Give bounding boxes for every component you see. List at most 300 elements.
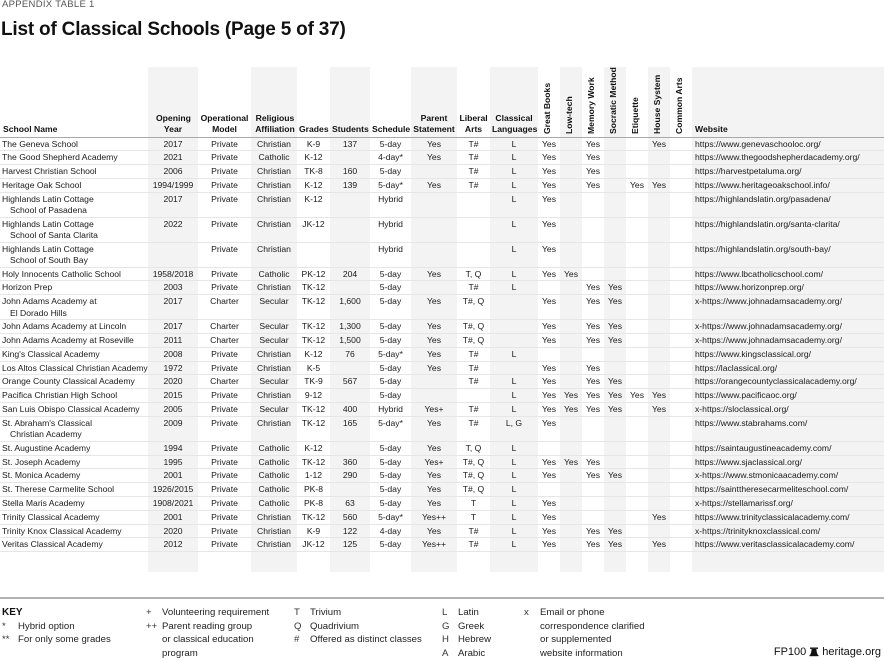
etiquette-cell xyxy=(626,524,648,538)
key-description: Trivium xyxy=(310,607,342,618)
etiquette-cell xyxy=(626,165,648,179)
table-row xyxy=(0,347,884,361)
liberal-arts-cell: T# xyxy=(457,524,490,538)
opening-year-cell: 2001 xyxy=(148,510,198,524)
col-great-books: Great Books xyxy=(538,67,560,137)
common-arts-cell xyxy=(670,389,692,403)
grades-cell: 1-12 xyxy=(297,469,330,483)
low-tech-cell xyxy=(560,469,582,483)
schedule-cell: 5-day xyxy=(370,320,411,334)
opening-year-cell: 2009 xyxy=(148,416,198,441)
website-link[interactable]: https://orangecountyclassicalacademy.org/ xyxy=(692,375,884,389)
key-symbol: * xyxy=(2,620,6,632)
website-link[interactable]: https://sainttheresecarmeliteschool.com/ xyxy=(692,483,884,497)
site-name: heritage.org xyxy=(822,646,881,658)
operational-model-cell: Private xyxy=(198,192,251,217)
students-cell: 139 xyxy=(330,178,370,192)
liberal-arts-cell: T# xyxy=(457,361,490,375)
operational-model-cell: Private xyxy=(198,441,251,455)
col-grades: Grades xyxy=(297,67,330,137)
website-link[interactable]: x-https://stellamarissf.org/ xyxy=(692,497,884,511)
parent-statement-cell xyxy=(411,165,457,179)
table-row xyxy=(0,137,884,151)
religious-affiliation-cell: Christian xyxy=(251,347,297,361)
operational-model-cell: Private xyxy=(198,361,251,375)
schedule-cell: 5-day xyxy=(370,538,411,552)
school-name-cell: Horizon Prep xyxy=(0,281,148,295)
table-row xyxy=(0,524,884,538)
etiquette-cell xyxy=(626,497,648,511)
table-row xyxy=(0,361,884,375)
website-link[interactable]: https://www.genevaschooloc.org/ xyxy=(692,137,884,151)
students-cell: 63 xyxy=(330,497,370,511)
operational-model-cell: Private xyxy=(198,469,251,483)
socratic-method-cell: Yes xyxy=(604,538,626,552)
house-system-cell: Yes xyxy=(648,510,670,524)
operational-model-cell: Private xyxy=(198,524,251,538)
parent-statement-cell: Yes xyxy=(411,334,457,348)
parent-statement-cell: Yes xyxy=(411,441,457,455)
etiquette-cell xyxy=(626,281,648,295)
etiquette-cell xyxy=(626,295,648,320)
socratic-method-cell xyxy=(604,242,626,267)
schedule-cell: 4-day xyxy=(370,524,411,538)
opening-year-cell: 2008 xyxy=(148,347,198,361)
grades-cell: TK-12 xyxy=(297,295,330,320)
religious-affiliation-cell: Christian xyxy=(251,538,297,552)
socratic-method-cell: Yes xyxy=(604,375,626,389)
key-description: Hebrew xyxy=(458,634,492,645)
key-entry xyxy=(442,620,491,634)
common-arts-cell xyxy=(670,178,692,192)
schedule-cell: 5-day* xyxy=(370,178,411,192)
great-books-cell: Yes xyxy=(538,375,560,389)
religious-affiliation-cell: Secular xyxy=(251,320,297,334)
great-books-cell: Yes xyxy=(538,469,560,483)
socratic-method-cell xyxy=(604,192,626,217)
low-tech-cell xyxy=(560,510,582,524)
key-entry xyxy=(524,620,645,634)
website-link[interactable]: https://www.thegoodshepherdacademy.org/ xyxy=(692,151,884,165)
religious-affiliation-cell: Christian xyxy=(251,137,297,151)
opening-year-cell: 1995 xyxy=(148,455,198,469)
key-entry xyxy=(146,647,269,661)
parent-statement-cell xyxy=(411,281,457,295)
website-link[interactable]: https://www.stabrahams.com/ xyxy=(692,416,884,441)
website-link[interactable]: https://highlandslatin.org/santa-clarita/ xyxy=(692,217,884,242)
website-link[interactable]: https://www.trinityclassicalacademy.com/ xyxy=(692,510,884,524)
etiquette-cell xyxy=(626,416,648,441)
website-link[interactable]: https://www.pacificaoc.org/ xyxy=(692,389,884,403)
website-link[interactable]: x-https://sloclassical.org/ xyxy=(692,403,884,417)
grades-cell: K-12 xyxy=(297,151,330,165)
operational-model-cell: Private xyxy=(198,389,251,403)
grades-cell: PK-8 xyxy=(297,483,330,497)
grades-cell: JK-12 xyxy=(297,217,330,242)
school-name-cell: John Adams Academy at El Dorado Hills xyxy=(0,295,148,320)
website-link[interactable]: https://highlandslatin.org/pasadena/ xyxy=(692,192,884,217)
socratic-method-cell: Yes xyxy=(604,403,626,417)
grades-cell: TK-12 xyxy=(297,510,330,524)
school-name-cell: Highlands Latin Cottage School of Santa Clarita xyxy=(0,217,148,242)
students-cell: 560 xyxy=(330,510,370,524)
grades-cell: PK-12 xyxy=(297,267,330,281)
table-row xyxy=(0,334,884,348)
opening-year-cell: 1972 xyxy=(148,361,198,375)
great-books-cell: Yes xyxy=(538,334,560,348)
socratic-method-cell xyxy=(604,497,626,511)
table-row xyxy=(0,483,884,497)
etiquette-cell xyxy=(626,267,648,281)
liberal-arts-cell: T# xyxy=(457,137,490,151)
memory-work-cell xyxy=(582,347,604,361)
website-link[interactable]: x-https://www.johnadamsacademy.org/ xyxy=(692,320,884,334)
house-system-cell xyxy=(648,347,670,361)
memory-work-cell: Yes xyxy=(582,361,604,375)
parent-statement-cell xyxy=(411,242,457,267)
memory-work-cell: Yes xyxy=(582,403,604,417)
classical-languages-cell: L xyxy=(490,165,538,179)
liberal-arts-cell: T, Q xyxy=(457,441,490,455)
table-row xyxy=(0,389,884,403)
grades-cell: TK-8 xyxy=(297,165,330,179)
memory-work-cell xyxy=(582,483,604,497)
house-system-cell xyxy=(648,281,670,295)
key-symbol: + xyxy=(146,607,152,618)
website-link[interactable]: x-https://www.johnadamsacademy.org/ xyxy=(692,295,884,320)
key-description: or classical education xyxy=(162,634,254,645)
schedule-cell: 5-day xyxy=(370,295,411,320)
low-tech-cell xyxy=(560,347,582,361)
liberal-arts-cell: T, Q xyxy=(457,267,490,281)
classical-languages-cell: L xyxy=(490,469,538,483)
col-website: Website xyxy=(692,67,884,137)
socratic-method-cell xyxy=(604,510,626,524)
schedule-cell: 5-day xyxy=(370,137,411,151)
website-link[interactable]: https://www.heritageoakschool.info/ xyxy=(692,178,884,192)
classical-languages-cell: L xyxy=(490,267,538,281)
operational-model-cell: Private xyxy=(198,165,251,179)
key-symbol: L xyxy=(442,607,448,618)
house-system-cell xyxy=(648,524,670,538)
table-row xyxy=(0,320,884,334)
website-link[interactable]: https://harvestpetaluma.org/ xyxy=(692,165,884,179)
key-entry xyxy=(294,633,422,647)
website-link[interactable]: https://www.horizonprep.org/ xyxy=(692,281,884,295)
socratic-method-cell xyxy=(604,455,626,469)
parent-statement-cell: Yes xyxy=(411,151,457,165)
operational-model-cell: Private xyxy=(198,510,251,524)
common-arts-cell xyxy=(670,483,692,497)
religious-affiliation-cell: Christian xyxy=(251,178,297,192)
key-entry xyxy=(146,606,269,620)
socratic-method-cell: Yes xyxy=(604,524,626,538)
website-link[interactable]: https://www.veritasclassicalacademy.com/ xyxy=(692,538,884,552)
schedule-cell: Hybrid xyxy=(370,242,411,267)
website-link[interactable]: https://saintaugustineacademy.com/ xyxy=(692,441,884,455)
classical-languages-cell: L xyxy=(490,455,538,469)
website-link[interactable]: x-https://www.johnadamsacademy.org/ xyxy=(692,334,884,348)
grades-cell: TK-12 xyxy=(297,455,330,469)
key-symbol: # xyxy=(294,634,300,645)
classical-languages-cell xyxy=(490,320,538,334)
opening-year-cell: 2012 xyxy=(148,538,198,552)
operational-model-cell: Private xyxy=(198,416,251,441)
religious-affiliation-cell: Secular xyxy=(251,295,297,320)
students-cell: 1,300 xyxy=(330,320,370,334)
footer-divider xyxy=(0,597,884,599)
school-name-cell: Orange County Classical Academy xyxy=(0,375,148,389)
classical-languages-cell: L xyxy=(490,151,538,165)
low-tech-cell xyxy=(560,375,582,389)
common-arts-cell xyxy=(670,267,692,281)
parent-statement-cell: Yes++ xyxy=(411,510,457,524)
classical-languages-cell: L xyxy=(490,497,538,511)
table-row xyxy=(0,165,884,179)
table-row xyxy=(0,242,884,267)
parent-statement-cell xyxy=(411,217,457,242)
great-books-cell: Yes xyxy=(538,524,560,538)
key-entry xyxy=(146,620,269,634)
col-classical-languages: Classical Languages xyxy=(490,67,538,137)
socratic-method-cell: Yes xyxy=(604,295,626,320)
grades-cell: TK-12 xyxy=(297,416,330,441)
footer-brand xyxy=(774,646,881,658)
great-books-cell xyxy=(538,441,560,455)
religious-affiliation-cell: Catholic xyxy=(251,441,297,455)
low-tech-cell: Yes xyxy=(560,267,582,281)
opening-year-cell: 2017 xyxy=(148,137,198,151)
memory-work-cell: Yes xyxy=(582,137,604,151)
key-symbol xyxy=(146,647,162,661)
website-link[interactable]: https://www.sjaclassical.org/ xyxy=(692,455,884,469)
parent-statement-cell: Yes xyxy=(411,483,457,497)
schedule-cell: 5-day xyxy=(370,389,411,403)
opening-year-cell: 1994/1999 xyxy=(148,178,198,192)
col-students: Students xyxy=(330,67,370,137)
table-row xyxy=(0,538,884,552)
students-cell: 76 xyxy=(330,347,370,361)
great-books-cell: Yes xyxy=(538,165,560,179)
students-cell: 567 xyxy=(330,375,370,389)
memory-work-cell: Yes xyxy=(582,389,604,403)
key-symbol: Q xyxy=(294,620,302,632)
operational-model-cell: Charter xyxy=(198,295,251,320)
table-row xyxy=(0,217,884,242)
etiquette-cell xyxy=(626,375,648,389)
classical-languages-cell xyxy=(490,361,538,375)
house-system-cell xyxy=(648,497,670,511)
table-row xyxy=(0,375,884,389)
school-name-cell: Trinity Classical Academy xyxy=(0,510,148,524)
classical-languages-cell xyxy=(490,334,538,348)
common-arts-cell xyxy=(670,469,692,483)
students-cell: 360 xyxy=(330,455,370,469)
common-arts-cell xyxy=(670,375,692,389)
students-cell: 1,600 xyxy=(330,295,370,320)
liberal-arts-cell: T#, Q xyxy=(457,455,490,469)
col-parent-statement: Parent Statement xyxy=(411,67,457,137)
opening-year-cell: 2020 xyxy=(148,375,198,389)
memory-work-cell: Yes xyxy=(582,295,604,320)
opening-year-cell: 2021 xyxy=(148,151,198,165)
socratic-method-cell xyxy=(604,267,626,281)
socratic-method-cell xyxy=(604,217,626,242)
schedule-cell: Hybrid xyxy=(370,192,411,217)
religious-affiliation-cell: Christian xyxy=(251,192,297,217)
parent-statement-cell: Yes xyxy=(411,178,457,192)
school-name-cell: Trinity Knox Classical Academy xyxy=(0,524,148,538)
great-books-cell: Yes xyxy=(538,217,560,242)
classical-languages-cell: L xyxy=(490,137,538,151)
common-arts-cell xyxy=(670,151,692,165)
great-books-cell: Yes xyxy=(538,151,560,165)
schedule-cell: 5-day* xyxy=(370,347,411,361)
great-books-cell: Yes xyxy=(538,403,560,417)
great-books-cell: Yes xyxy=(538,389,560,403)
school-name-cell: Los Altos Classical Christian Academy xyxy=(0,361,148,375)
key-column-5 xyxy=(524,606,645,660)
classical-languages-cell: L xyxy=(490,403,538,417)
parent-statement-cell: Yes xyxy=(411,320,457,334)
common-arts-cell xyxy=(670,347,692,361)
etiquette-cell xyxy=(626,510,648,524)
school-name-cell: Veritas Classical Academy xyxy=(0,538,148,552)
key-description: Email or phone xyxy=(540,607,605,618)
grades-cell: TK-12 xyxy=(297,281,330,295)
classical-languages-cell xyxy=(490,295,538,320)
grades-cell: 9-12 xyxy=(297,389,330,403)
socratic-method-cell: Yes xyxy=(604,281,626,295)
school-name-cell: St. Joseph Academy xyxy=(0,455,148,469)
religious-affiliation-cell: Catholic xyxy=(251,483,297,497)
schedule-cell: 5-day xyxy=(370,165,411,179)
liberal-arts-cell: T#, Q xyxy=(457,334,490,348)
etiquette-cell xyxy=(626,334,648,348)
etiquette-cell xyxy=(626,217,648,242)
operational-model-cell: Private xyxy=(198,242,251,267)
memory-work-cell xyxy=(582,267,604,281)
key-column-1 xyxy=(2,606,111,647)
grades-cell: TK-12 xyxy=(297,403,330,417)
school-name-cell: St. Monica Academy xyxy=(0,469,148,483)
schedule-cell: 5-day xyxy=(370,455,411,469)
great-books-cell xyxy=(538,281,560,295)
key-column-3 xyxy=(294,606,422,647)
website-link[interactable]: x-https://trinityknoxclassical.com/ xyxy=(692,524,884,538)
liberal-arts-cell: T xyxy=(457,510,490,524)
students-cell: 160 xyxy=(330,165,370,179)
great-books-cell: Yes xyxy=(538,192,560,217)
religious-affiliation-cell: Catholic xyxy=(251,455,297,469)
students-cell xyxy=(330,483,370,497)
col-memory-work: Memory Work xyxy=(582,67,604,137)
key-symbol: ** xyxy=(2,634,10,645)
opening-year-cell: 1908/2021 xyxy=(148,497,198,511)
house-system-cell: Yes xyxy=(648,538,670,552)
schedule-cell: 5-day xyxy=(370,441,411,455)
grades-cell: K-5 xyxy=(297,361,330,375)
house-system-cell xyxy=(648,334,670,348)
website-link[interactable]: https://laclassical.org/ xyxy=(692,361,884,375)
col-etiquette: Etiquette xyxy=(626,67,648,137)
socratic-method-cell xyxy=(604,441,626,455)
school-name-cell: Highlands Latin Cottage School of South Bay xyxy=(0,242,148,267)
operational-model-cell: Private xyxy=(198,497,251,511)
school-name-cell: King's Classical Academy xyxy=(0,347,148,361)
great-books-cell: Yes xyxy=(538,242,560,267)
parent-statement-cell: Yes xyxy=(411,295,457,320)
grades-cell: JK-12 xyxy=(297,538,330,552)
key-symbol: H xyxy=(442,634,449,645)
house-system-cell xyxy=(648,295,670,320)
liberal-arts-cell: T#, Q xyxy=(457,320,490,334)
website-link[interactable]: https://www.kingsclassical.org/ xyxy=(692,347,884,361)
schedule-cell: 5-day xyxy=(370,361,411,375)
classical-languages-cell: L xyxy=(490,192,538,217)
opening-year-cell: 2020 xyxy=(148,524,198,538)
common-arts-cell xyxy=(670,361,692,375)
students-cell: 1,500 xyxy=(330,334,370,348)
liberal-arts-cell: T# xyxy=(457,151,490,165)
common-arts-cell xyxy=(670,510,692,524)
memory-work-cell: Yes xyxy=(582,178,604,192)
common-arts-cell xyxy=(670,165,692,179)
appendix-label: APPENDIX TABLE 1 xyxy=(2,0,95,10)
page-title: List of Classical Schools (Page 5 of 37) xyxy=(1,19,346,40)
house-system-cell xyxy=(648,416,670,441)
key-entry xyxy=(524,606,645,620)
religious-affiliation-cell: Christian xyxy=(251,281,297,295)
school-name-cell: John Adams Academy at Roseville xyxy=(0,334,148,348)
key-entry xyxy=(524,633,645,647)
low-tech-cell xyxy=(560,538,582,552)
schedule-cell: 5-day xyxy=(370,375,411,389)
operational-model-cell: Private xyxy=(198,267,251,281)
common-arts-cell xyxy=(670,497,692,511)
liberal-arts-cell: T# xyxy=(457,538,490,552)
operational-model-cell: Private xyxy=(198,151,251,165)
website-link[interactable]: x-https://www.stmonicaacademy.com/ xyxy=(692,469,884,483)
key-description: Arabic xyxy=(458,647,486,659)
low-tech-cell: Yes xyxy=(560,455,582,469)
memory-work-cell: Yes xyxy=(582,538,604,552)
key-entry xyxy=(442,633,491,647)
socratic-method-cell xyxy=(604,361,626,375)
website-link[interactable]: https://highlandslatin.org/south-bay/ xyxy=(692,242,884,267)
religious-affiliation-cell: Christian xyxy=(251,416,297,441)
key-description: Parent reading group xyxy=(162,620,253,632)
low-tech-cell xyxy=(560,151,582,165)
house-system-cell: Yes xyxy=(648,389,670,403)
memory-work-cell xyxy=(582,497,604,511)
key-entry xyxy=(2,620,111,634)
memory-work-cell: Yes xyxy=(582,281,604,295)
house-system-cell xyxy=(648,361,670,375)
house-system-cell: Yes xyxy=(648,137,670,151)
students-cell xyxy=(330,281,370,295)
website-link[interactable]: https://www.lbcatholicschool.com/ xyxy=(692,267,884,281)
parent-statement-cell xyxy=(411,192,457,217)
table-row xyxy=(0,441,884,455)
house-system-cell: Yes xyxy=(648,403,670,417)
memory-work-cell xyxy=(582,192,604,217)
common-arts-cell xyxy=(670,192,692,217)
etiquette-cell: Yes xyxy=(626,389,648,403)
liberal-arts-cell xyxy=(457,217,490,242)
parent-statement-cell: Yes+ xyxy=(411,403,457,417)
col-operational-model: Operational Model xyxy=(198,67,251,137)
